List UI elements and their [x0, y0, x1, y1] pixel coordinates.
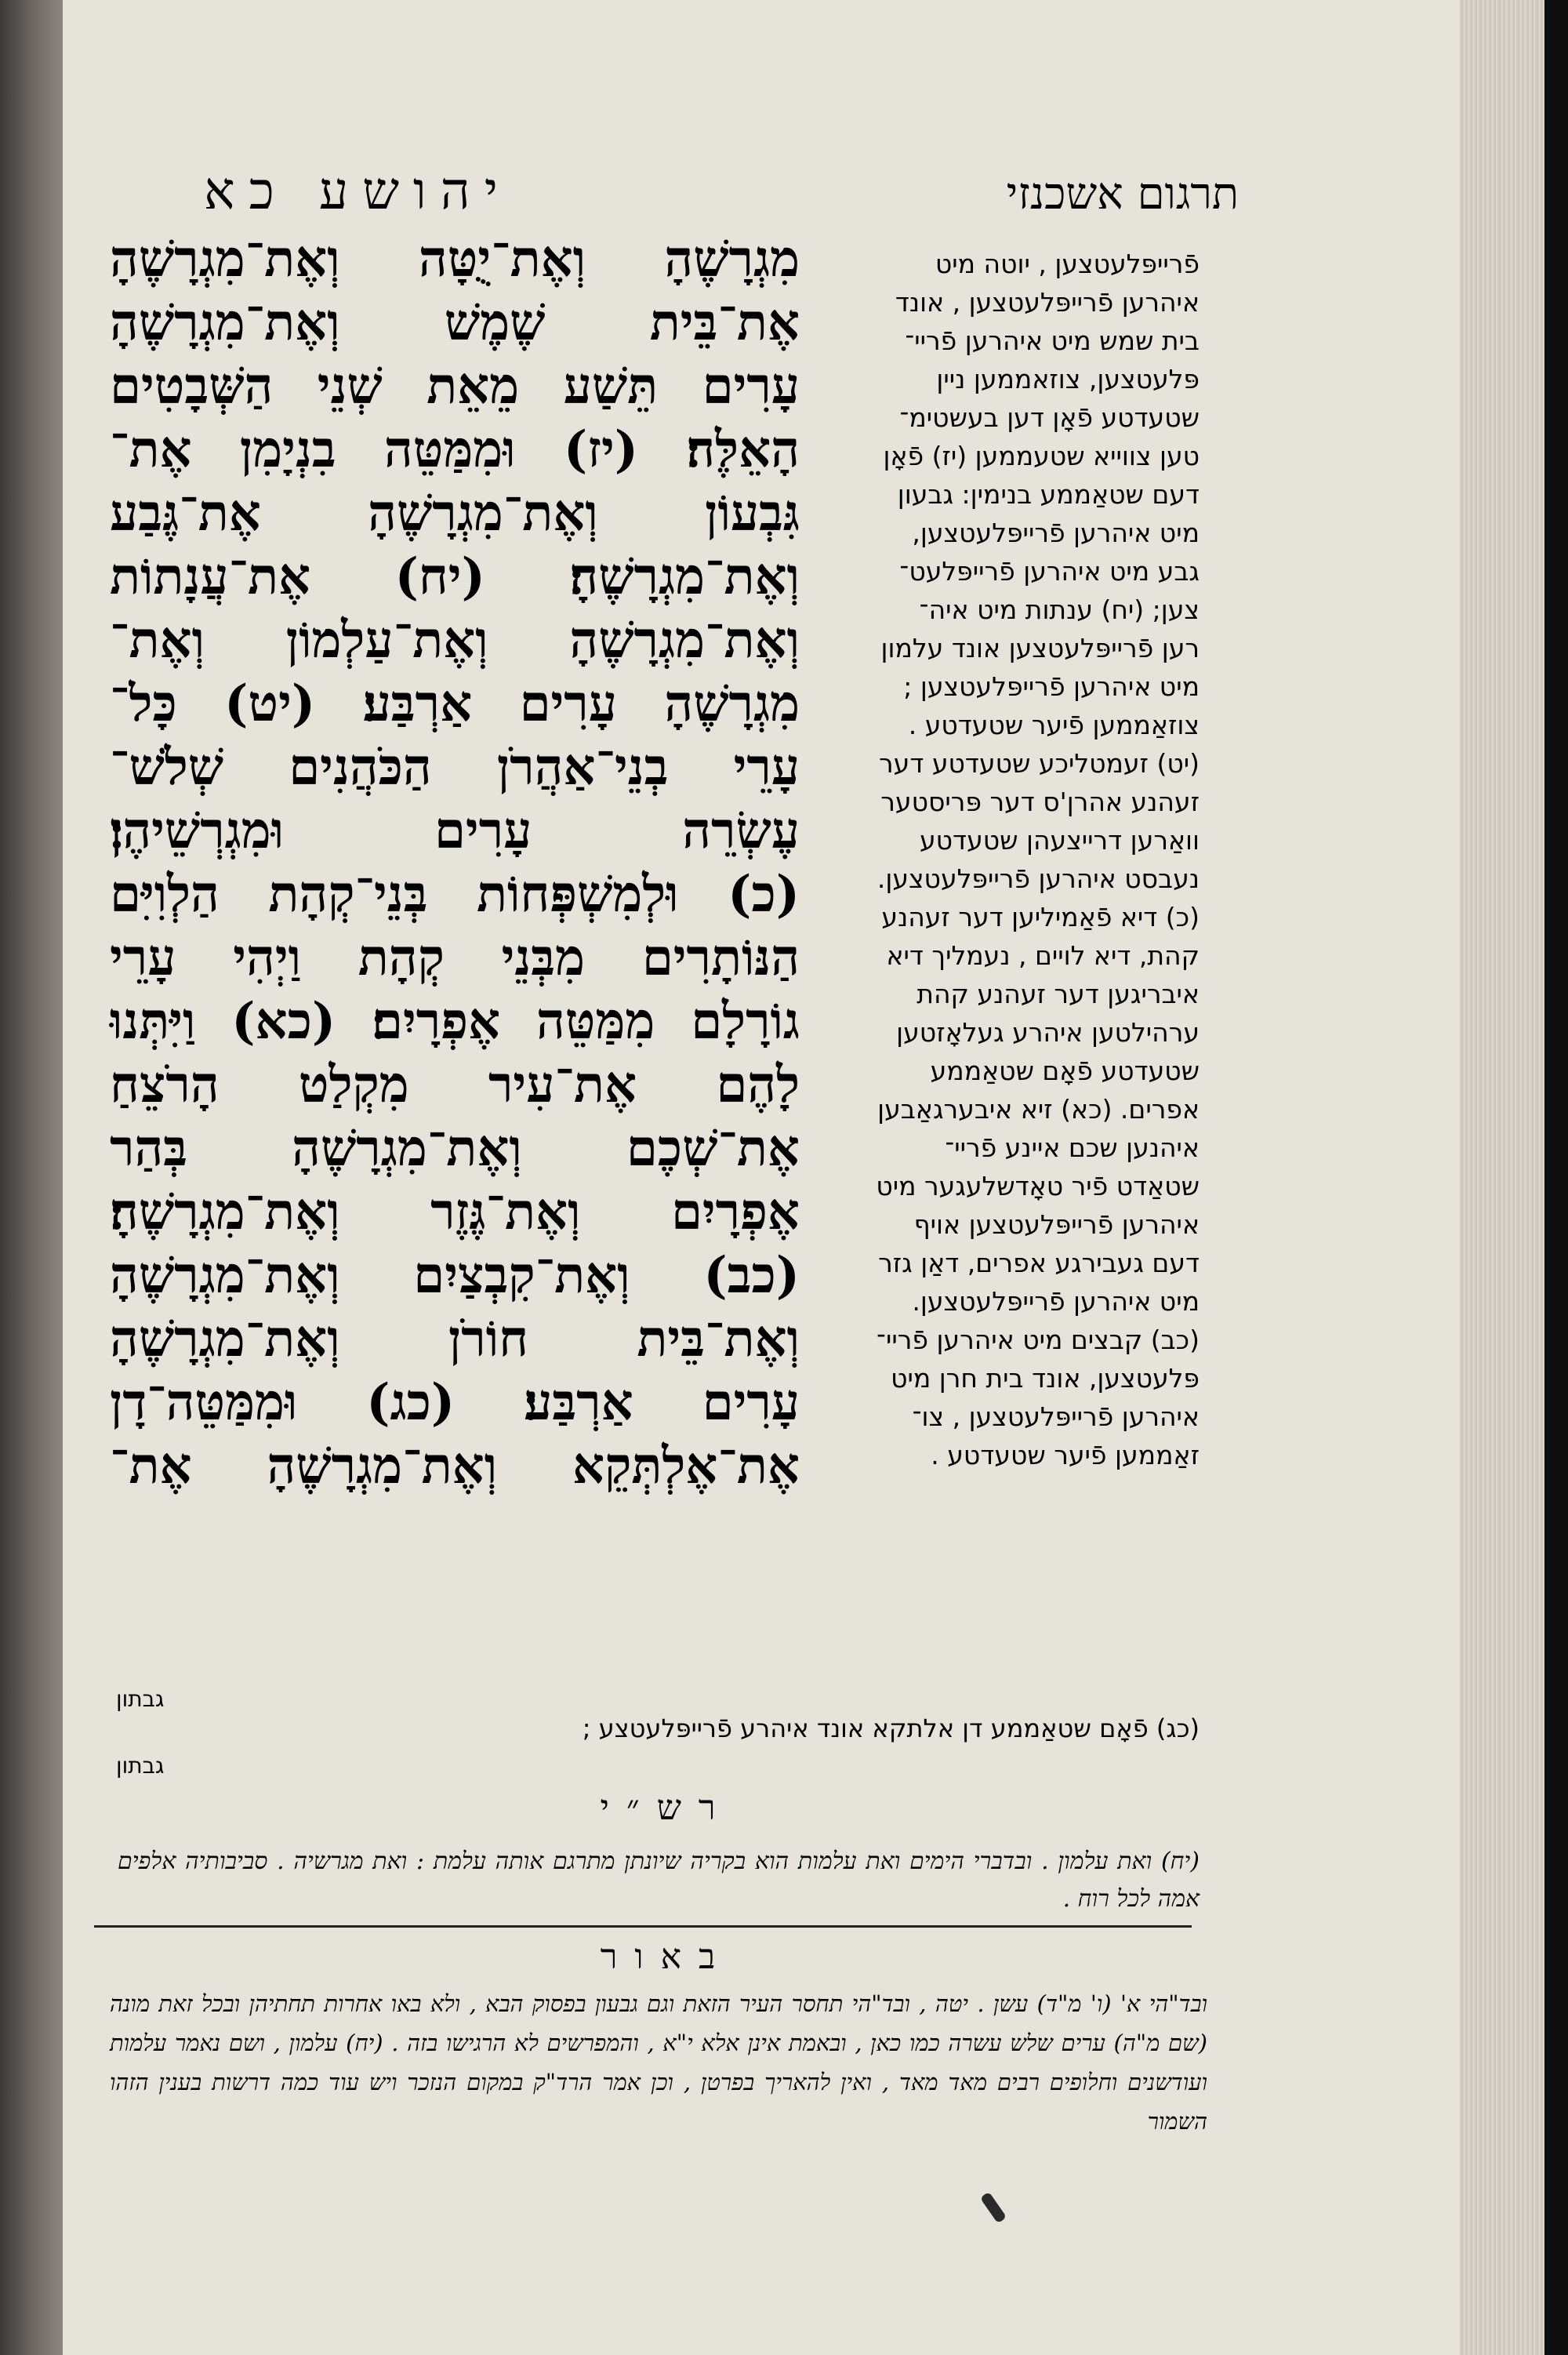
hebrew-line: גִּבְעוֹן וְאֶת־מִגְרָשֶׁהָ אֶת־גֶּבַע	[110, 484, 800, 543]
hebrew-line: וְאֶת־מִגְרָשֶׁהָ וְאֶת־עַלְמוֹן וְאֶת־	[110, 611, 800, 670]
yiddish-line: מיט איהרען פֿרייפּלעטצען ;	[903, 671, 1200, 702]
biur-heading: באור	[600, 1937, 733, 1977]
yiddish-line: זאַממען פֿיער שטעדטע .	[931, 1440, 1200, 1470]
hebrew-line: הַנּוֹתָרִים מִבְּנֵי קְהָת וַיְהִי עָרֵי	[110, 929, 800, 987]
hebrew-line: (כב) וְאֶת־קִבְצַיִם וְאֶת־מִגְרָשֶׁהָ	[110, 1246, 800, 1305]
hebrew-line: גוֹרָלָם מִמַּטֵּה אֶפְרָיִם׃ (כא) וַיִּתְּנוּ	[110, 992, 800, 1051]
hebrew-line: וְאֶת־מִגְרָשֶׁהָ׃ (יח) אֶת־עֲנָתוֹת	[110, 547, 800, 606]
yiddish-line: צוזאַממען פֿיער שטעדטע .	[908, 710, 1200, 740]
rashi-heading: רש״י	[600, 1788, 733, 1828]
yiddish-line: איהרען פֿרייפּלעטצען , אונד	[895, 287, 1200, 318]
hebrew-line: אֶת־בֵּית שֶׁמֶשׁ וְאֶת־מִגְרָשֶׁהָ	[110, 293, 800, 352]
yiddish-line: בית שמש מיט איהרען פֿריי־	[905, 325, 1200, 356]
biur-commentary: ובד"הי א' (ו' מ"ד) עשן . יטה , ובד"הי תחסר העיר הזאת וגם גבעון בפסוק הבא , ולא באו אחרות תחתיהן ובכל זאת מונה (שם מ"ה) ערים שלש עשרה כמו כאן , ובאמת אינן אלא י"א , והמפרשים לא הרגישו בזה . (יח) עלמון , ושם נאמר עלמות ועודשנים וחלופים רבים מאד מאד , ואין להאריך בפרטן , וכן אמר הרד"ק במקום הנזכר ויש עוד כמה דרשות בענין הזהו השמור	[110, 1990, 1207, 2135]
header-book-chapter: יהושע כא	[204, 161, 513, 221]
yiddish-line: מיט איהרען פֿרייפּלעטצען,	[912, 518, 1200, 548]
yiddish-line: שטעדטע פֿאָם שטאַממע	[930, 1056, 1200, 1086]
yiddish-line: איהרען פֿרייפּלעטצען אויף	[913, 1209, 1200, 1240]
hebrew-line: הָאֵלֶּה׃ (יז) וּמִמַּטֵּה בִנְיָמִן אֶת־	[110, 420, 800, 479]
yiddish-line: פֿרייפּלעטצען , יוטה מיט	[935, 249, 1200, 279]
hebrew-line: עָרֵי בְנֵי־אַהֲרֹן הַכֹּהֲנִים שְׁלֹשׁ־	[110, 738, 800, 797]
yiddish-line: צען; (יח) ענתות מיט איה־	[919, 594, 1200, 625]
yiddish-line: (יט) זעמטליכע שטעדטע דער	[879, 748, 1200, 779]
yiddish-line: פּלעטצען, אונד בית חרן מיט	[891, 1363, 1200, 1394]
yiddish-line: טען צווייא שטעממען (יז) פֿאָן	[883, 441, 1200, 471]
yiddish-line: רען פֿרייפּלעטצען אונד עלמון	[880, 633, 1200, 663]
hebrew-line: אֶפְרָיִם וְאֶת־גֶּזֶר וְאֶת־מִגְרָשֶׁהָ׃	[110, 1183, 800, 1241]
hebrew-line: (כ) וּלְמִשְׁפְּחוֹת בְּנֵי־קְהָת הַלְוִיִּם	[110, 865, 800, 924]
yiddish-line: מיט איהרען פֿרייפּלעטצען.	[912, 1286, 1200, 1317]
yiddish-line: איבריגען דער זעהנע קהת	[916, 979, 1200, 1009]
hebrew-line: עָרִים אַרְבַּע׃ (כג) וּמִמַּטֵּה־דָן	[110, 1373, 800, 1432]
header-translation-title: תרגום אשכנזי	[1006, 169, 1239, 220]
yiddish-line: (כ) דיא פֿאַמיליען דער זעהנע	[881, 902, 1200, 932]
yiddish-line: פּלעטצען, צוזאממען ניין	[936, 364, 1200, 394]
yiddish-line: גבע מיט איהרען פֿרייפּלעט־	[899, 556, 1200, 587]
hebrew-text-column	[110, 227, 800, 1498]
yiddish-line: איהרען פֿרייפּלעטצען , צו־	[912, 1401, 1200, 1432]
hebrew-line: אֶת־אֶלְתְּקֵא וְאֶת־מִגְרָשֶׁהָ אֶת־	[110, 1437, 800, 1495]
yiddish-line: וואַרען דרייצעהן שטעדטע	[920, 825, 1200, 856]
right-shadow	[1544, 0, 1568, 2355]
hebrew-line: מִגְרָשֶׁהָ וְאֶת־יֻטָּה וְאֶת־מִגְרָשֶׁהָ	[110, 230, 800, 289]
yiddish-line: דעם שטאַממע בנימין: גבעון	[897, 479, 1200, 510]
divider-rule	[94, 1925, 1192, 1928]
footnote-line: (כג) פֿאָם שטאַממע דן אלתקא אונד איהרע פֿרייפּלעטצע ;	[582, 1714, 1200, 1743]
yiddish-line: נעבסט איהרען פֿרייפּלעטצען.	[877, 863, 1200, 894]
yiddish-line: ערהילטען איהרע געלאָזטען	[896, 1017, 1200, 1048]
yiddish-line: קהת, דיא לויים , נעמליך דיא	[886, 940, 1200, 971]
yiddish-line: דעם געבירגע אפרים, דאַן גזר	[878, 1248, 1200, 1278]
hebrew-line: עָרִים תֵּשַׁע מֵאֵת שְׁנֵי הַשְּׁבָטִים	[110, 357, 800, 416]
hebrew-line: עֶשְׂרֵה עָרִים וּמִגְרְשֵׁיהֶן׃	[110, 801, 800, 860]
margin-note-bottom: גבתון	[116, 1753, 165, 1779]
rashi-commentary: (יח) ואת עלמון . ובדברי הימים ואת עלמות הוא בקריה שיונתן מתרגם אותה עלמת : ואת מגרשיה . סביבותיה אלפים אמה לכל רוח .	[118, 1848, 1200, 1913]
page-edges	[1460, 0, 1544, 2355]
yiddish-line: אפרים. (כא) זיא איבערגאַבען	[877, 1094, 1200, 1125]
hebrew-line: לָהֶם אֶת־עִיר מִקְלַט הָרֹצֵחַ	[110, 1056, 800, 1114]
yiddish-line: איהנען שכם איינע פֿריי־	[945, 1132, 1200, 1163]
yiddish-line: שטעדטע פֿאָן דען בעשטימ־	[899, 402, 1200, 433]
yiddish-line: (כב) קבצים מיט איהרען פֿריי־	[877, 1325, 1200, 1355]
hebrew-line: מִגְרָשֶׁהָ עָרִים אַרְבַּע׃ (יט) כָּל־	[110, 674, 800, 733]
hebrew-line: וְאֶת־בֵּית חוֹרֹן וְאֶת־מִגְרָשֶׁהָ	[110, 1310, 800, 1368]
hebrew-line: אֶת־שְׁכֶם וְאֶת־מִגְרָשֶׁהָ בְּהַר	[110, 1119, 800, 1178]
yiddish-translation-column	[831, 245, 1200, 1474]
yiddish-line: זעהנע אהרן'ס דער פּריסטער	[880, 787, 1200, 817]
margin-note-top: גבתון	[116, 1686, 165, 1712]
running-header	[78, 161, 1239, 231]
book-spine	[0, 0, 63, 2355]
yiddish-line: שטאַדט פֿיר טאָדשלעגער מיט	[876, 1171, 1200, 1201]
